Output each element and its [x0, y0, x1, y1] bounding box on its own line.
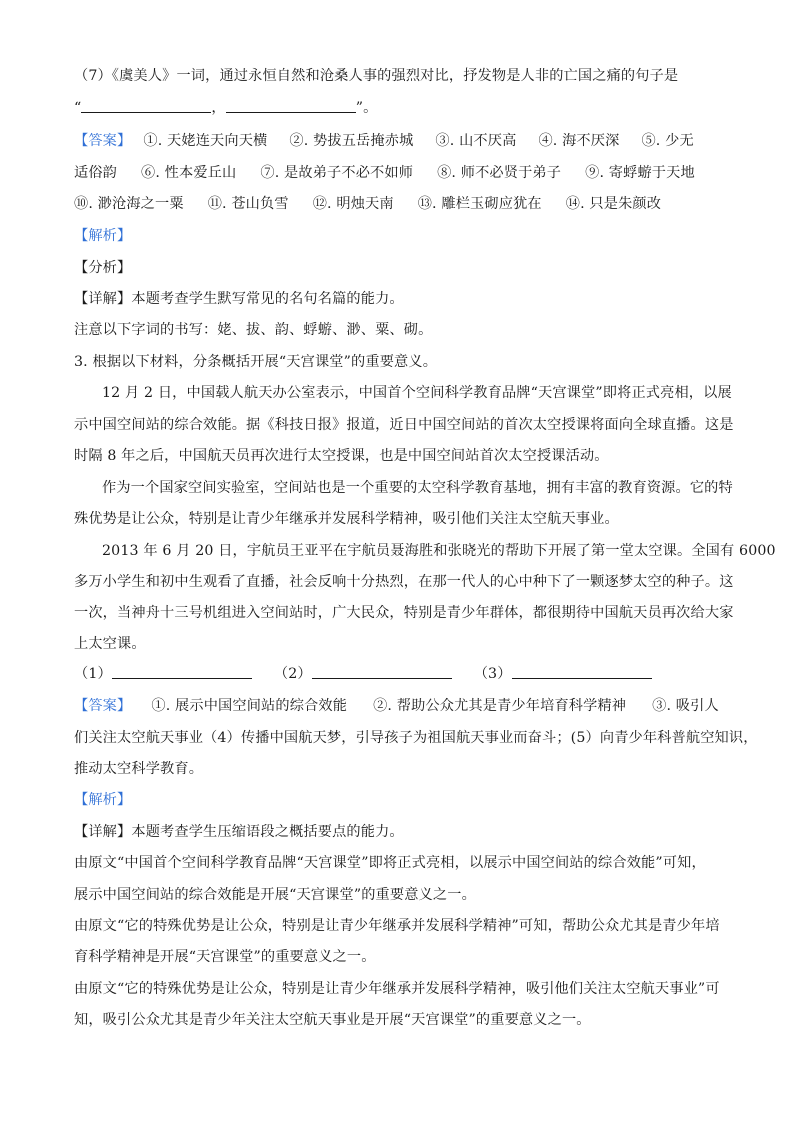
material-line: 上太空课。	[74, 636, 146, 652]
answer-line: ⑩. 渺沧海之一粟 ⑪. 苍山负雪 ⑫. 明烛天南 ⑬. 雕栏玉砌应犹在 ⑭. 只是朱颜改	[74, 196, 662, 212]
material-line: 殊优势是让公众，特别是让青少年继承并发展科学精神，吸引他们关注太空航天事业。	[74, 511, 619, 527]
question-7-blanks: “ ， ”。	[74, 100, 378, 116]
detail-line: 【详解】本题考查学生压缩语段之概括要点的能力。	[74, 824, 404, 840]
answer-blank	[112, 665, 252, 679]
answer-blank	[226, 99, 356, 113]
material-line: 一次，当神舟十三号机组进入空间站时，广大民众，特别是青少年群体，都很期待中国航天员再次给大家	[74, 605, 734, 621]
material-line: 多万小学生和初中生观看了直播，社会反响十分热烈，在那一代人的心中种下了一颗逐梦太空的种子。这	[74, 574, 734, 590]
answer-tag: 【答案】	[74, 698, 132, 714]
detail-line: 【详解】本题考查学生默写常见的名句名篇的能力。	[74, 291, 404, 307]
answer-tag: 【答案】	[74, 133, 132, 149]
reasoning-line: 由原文“它的特殊优势是让公众，特别是让青少年继承并发展科学精神”可知，帮助公众尤其是青少年培	[74, 918, 720, 934]
answer-line: 【答案】 ①. 展示中国空间站的综合效能 ②. 帮助公众尤其是青少年培育科学精神 ③. 吸引人	[74, 698, 719, 714]
reasoning-line: 由原文“中国首个空间科学教育品牌“天宫课堂”即将正式亮相，以展示中国空间站的综合效能”可知，	[74, 855, 706, 871]
question-3-title: 3. 根据以下材料，分条概括开展“天宫课堂”的重要意义。	[74, 354, 438, 370]
reasoning-line: 展示中国空间站的综合效能是开展“天宫课堂”的重要意义之一。	[74, 887, 476, 903]
material-line: 时隔 8 年之后，中国航天员再次进行太空授课，也是中国空间站首次太空授课活动。	[74, 448, 609, 464]
note-line: 注意以下字词的书写：姥、拔、韵、蜉蝣、渺、粟、砌。	[74, 322, 433, 338]
answer-line: 适俗韵 ⑥. 性本爱丘山 ⑦. 是故弟子不必不如师 ⑧. 师不必贤于弟子 ⑨. 寄蜉蝣于天地	[74, 165, 695, 181]
answer-blank	[312, 665, 452, 679]
material-line: 作为一个国家空间实验室，空间站也是一个重要的太空科学教育基地，拥有丰富的教育资源。它的特	[102, 480, 733, 496]
answer-line: 【答案】 ①. 天姥连天向天横 ②. 势拔五岳掩赤城 ③. 山不厌高 ④. 海不厌深 ⑤. 少无	[74, 133, 694, 149]
answer-line: 们关注太空航天事业（4）传播中国航天梦，引导孩子为祖国航天事业而奋斗；(5）向青少年科普航空知识，	[74, 730, 758, 746]
reasoning-line: 育科学精神是开展“天宫课堂”的重要意义之一。	[74, 949, 376, 965]
answer-blank	[81, 99, 211, 113]
answer-line: 推动太空科学教育。	[74, 761, 204, 777]
jiexi-tag: 【解析】	[74, 792, 132, 808]
question-3-blanks: （1） （2） （3）	[74, 664, 724, 684]
material-line: 示中国空间站的综合效能。据《科技日报》报道，近日中国空间站的首次太空授课将面向全球直播。这是	[74, 417, 734, 433]
fenxi-tag: 【分析】	[74, 260, 132, 276]
answer-blank	[512, 665, 652, 679]
material-line: 12 月 2 日，中国载人航天办公室表示，中国首个空间科学教育品牌“天宫课堂”即将正式亮相，以展	[102, 385, 732, 401]
reasoning-line: 知，吸引公众尤其是青少年关注太空航天事业是开展“天宫课堂”的重要意义之一。	[74, 1012, 591, 1028]
reasoning-line: 由原文“它的特殊优势是让公众，特别是让青少年继承并发展科学精神，吸引他们关注太空航天事业”可	[74, 981, 720, 997]
material-line: 2013 年 6 月 20 日，宇航员王亚平在宇航员聂海胜和张晓光的帮助下开展了第一堂太空课。全国有 6000	[102, 543, 776, 559]
question-7-text: （7）《虞美人》一词，通过永恒自然和沧桑人事的强烈对比，抒发物是人非的亡国之痛的句子是	[74, 68, 679, 84]
jiexi-tag: 【解析】	[74, 228, 132, 244]
